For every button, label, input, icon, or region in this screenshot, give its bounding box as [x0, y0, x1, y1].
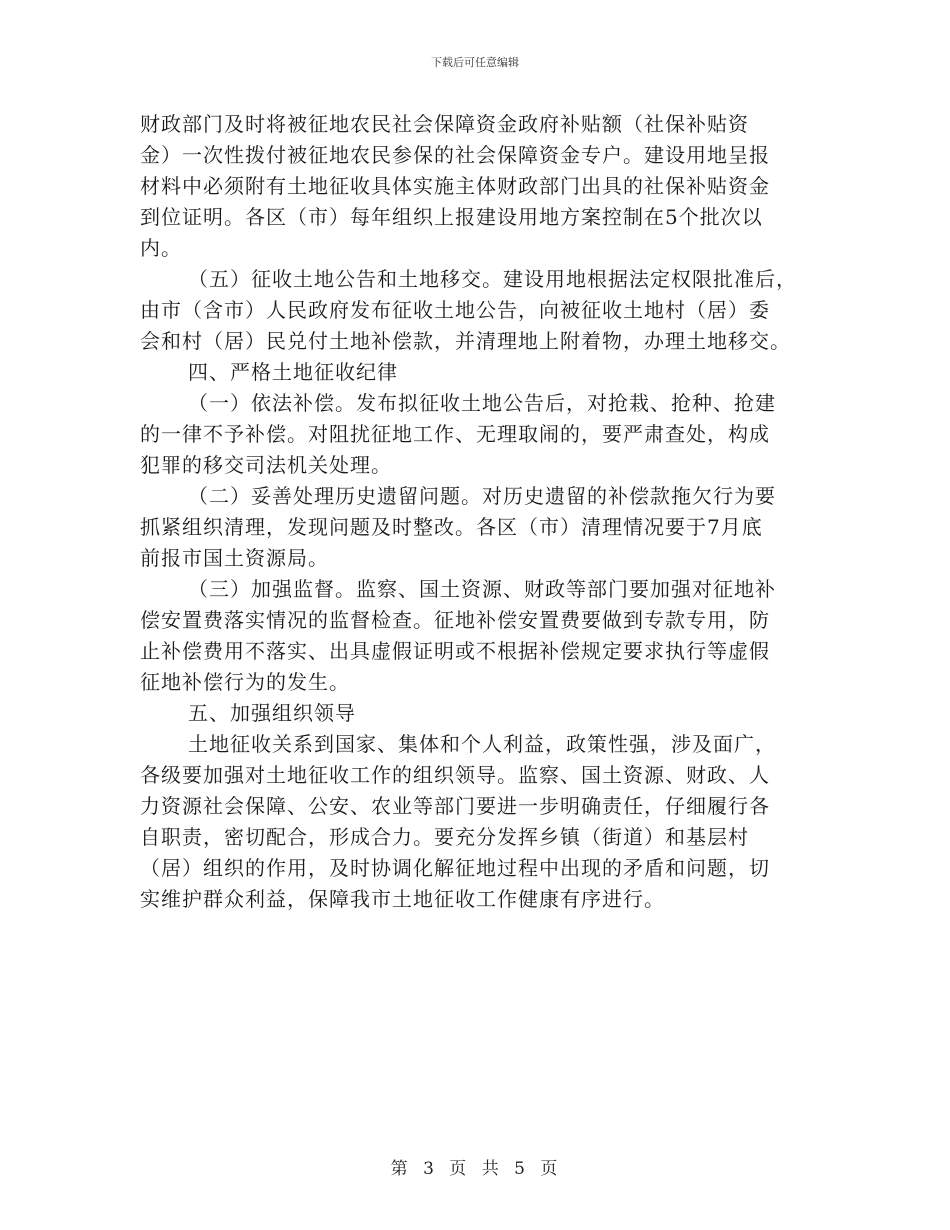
- total-pages-number: 5: [514, 1159, 527, 1179]
- text-line: （一）依法补偿。发布拟征收土地公告后，对抢栽、抢种、抢建: [188, 391, 776, 415]
- text-line: （五）征收土地公告和土地移交。建设用地根据法定权限批准后，: [188, 267, 797, 291]
- text-line: 实维护群众利益，保障我市土地征收工作健康有序进行。: [140, 887, 665, 911]
- footer-page-word: 页: [449, 1159, 469, 1179]
- text-line: 土地征收关系到国家、集体和个人利益，政策性强，涉及面广，: [188, 732, 776, 756]
- text-line: 各级要加强对土地征收工作的组织领导。监察、国土资源、财政、人: [140, 763, 770, 787]
- text-line: 内。: [140, 236, 182, 260]
- text-line: 财政部门及时将被征地农民社会保障资金政府补贴额（社保补贴资: [140, 112, 749, 136]
- text-line: 自职责，密切配合，形成合力。要充分发挥乡镇（街道）和基层村: [140, 825, 749, 849]
- text-line: 会和村（居）民兑付土地补偿款，并清理地上附着物，办理土地移交。: [140, 329, 791, 353]
- text-line: 金）一次性拨付被征地农民参保的社会保障资金专户。建设用地呈报: [140, 143, 770, 167]
- document-body: [140, 109, 810, 915]
- text-line: 五、加强组织领导: [188, 701, 356, 725]
- footer-suffix: 页: [540, 1159, 560, 1179]
- text-line: 到位证明。各区（市）每年组织上报建设用地方案控制在5个批次以: [140, 205, 763, 229]
- current-page-number: 3: [423, 1159, 436, 1179]
- page-header: 下载后可任意编辑: [431, 56, 519, 69]
- text-line: 抓紧组织清理，发现问题及时整改。各区（市）清理情况要于7月底: [140, 515, 763, 539]
- text-line: 止补偿费用不落实、出具虚假证明或不根据补偿规定要求执行等虚假: [140, 639, 770, 663]
- text-line: 偿安置费落实情况的监督检查。征地补偿安置费要做到专款专用，防: [140, 608, 770, 632]
- text-line: 四、严格土地征收纪律: [188, 360, 398, 384]
- text-line: （三）加强监督。监察、国土资源、财政等部门要加强对征地补: [188, 577, 776, 601]
- text-line: 力资源社会保障、公安、农业等部门要进一步明确责任，仔细履行各: [140, 794, 770, 818]
- text-line: （二）妥善处理历史遗留问题。对历史遗留的补偿款拖欠行为要: [188, 484, 776, 508]
- text-line: （居）组织的作用，及时协调化解征地过程中出现的矛盾和问题，切: [140, 856, 770, 880]
- text-line: 征地补偿行为的发生。: [140, 670, 350, 694]
- text-line: 由市（含市）人民政府发布征收土地公告，向被征收土地村（居）委: [140, 298, 770, 322]
- footer-prefix: 第: [390, 1159, 410, 1179]
- text-line: 前报市国土资源局。: [140, 546, 329, 570]
- text-line: 犯罪的移交司法机关处理。: [140, 453, 392, 477]
- footer-total-word: 共: [481, 1159, 501, 1179]
- text-line: 的一律不予补偿。对阻扰征地工作、无理取闹的，要严肃查处，构成: [140, 422, 770, 446]
- page-footer: [0, 1154, 950, 1179]
- text-line: 材料中必须附有土地征收具体实施主体财政部门出具的社保补贴资金: [140, 174, 770, 198]
